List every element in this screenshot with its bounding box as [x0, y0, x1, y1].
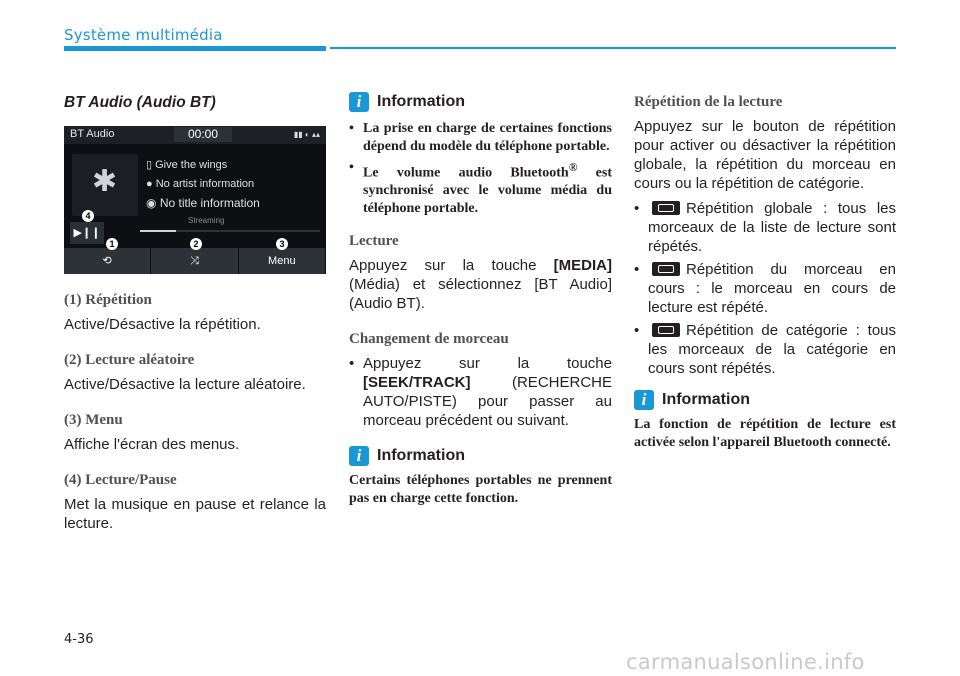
info-icon: i — [349, 446, 369, 466]
streaming-label: Streaming — [188, 216, 225, 225]
info-text: Certains téléphones portables ne prennent pas en charge cette fonction. — [349, 473, 612, 506]
marker-2: 2 — [190, 238, 202, 250]
shuffle-button[interactable]: ⤨ — [151, 248, 238, 274]
bt-audio-screen — [64, 126, 326, 274]
info-header — [349, 92, 612, 112]
marker-4: 4 — [82, 210, 94, 222]
screen-time: 00:00 — [174, 127, 232, 142]
marker-1: 1 — [106, 238, 118, 250]
list-item — [634, 199, 896, 256]
list-item — [349, 120, 612, 155]
repeat-all-icon — [652, 201, 680, 215]
status-icons: ▮▮ ◐ ▴▴ — [293, 130, 320, 139]
screen-title: BT Audio — [70, 128, 115, 140]
info-text: La fonction de répétition de lecture est activée selon l'appareil Bluetooth connecté. — [634, 417, 896, 450]
screen-button-bar — [64, 248, 326, 274]
info-list — [349, 120, 612, 217]
info-header — [349, 446, 612, 466]
column-1 — [64, 88, 326, 533]
album-name: No title information — [159, 196, 260, 210]
repetition-list — [634, 199, 896, 378]
info-bullet-text: est synchronisé avec le volume média du téléphone portable. — [363, 165, 613, 216]
progress-fill — [140, 230, 176, 232]
item-title: (4) Lecture/Pause — [64, 472, 177, 488]
changement-text-b: (RECHERCHE AUTO/PISTE) pour passer au morceau précédent ou suivant. — [363, 374, 612, 430]
repeat-button[interactable]: ⟲ — [64, 248, 151, 274]
info-icon: i — [349, 92, 369, 112]
column-2 — [349, 88, 612, 507]
progress-bar[interactable] — [140, 230, 320, 232]
changement-text-a: Appuyez sur la touche — [363, 355, 612, 373]
registered-mark: ® — [568, 161, 578, 174]
info-label: Information — [377, 93, 465, 110]
item-title: (2) Lecture aléatoire — [64, 352, 195, 368]
album-art — [72, 154, 138, 216]
artist-name: No artist information — [155, 178, 255, 190]
info-label: Information — [662, 391, 750, 408]
repeat-folder-text: Répétition de catégorie : tous les morceaux de la catégorie en cours sont répétés. — [648, 322, 896, 377]
changement-title: Changement de morceau — [349, 331, 509, 348]
info-label: Information — [377, 447, 465, 465]
artist-row: ● No artist information — [146, 178, 255, 190]
info-bullet-text: Le volume audio Bluetooth — [363, 165, 569, 181]
item-text: Active/Désactive la répétition. — [64, 316, 261, 333]
header-rule-thick — [64, 46, 326, 51]
header-rule-thin — [330, 47, 896, 49]
item-title: (1) Répétition — [64, 292, 152, 308]
menu-button[interactable]: Menu — [239, 248, 326, 274]
item-text: Met la musique en pause et relance la lecture. — [64, 496, 326, 532]
item-text: Active/Désactive la lecture aléatoire. — [64, 376, 306, 393]
changement-list — [349, 354, 612, 430]
column-3 — [634, 88, 896, 451]
list-item — [349, 159, 612, 217]
repetition-title: Répétition de la lecture — [634, 94, 783, 110]
album-row: ◉ No title information — [146, 196, 260, 210]
song-row: ▯ Give the wings — [146, 159, 228, 171]
lecture-text-a: Appuyez sur la touche — [349, 257, 554, 275]
marker-3: 3 — [276, 238, 288, 250]
lecture-title: Lecture — [349, 233, 399, 250]
info-icon: i — [634, 390, 654, 410]
song-name: Give the wings — [155, 159, 228, 171]
seek-track-key: [SEEK/TRACK] — [363, 374, 471, 392]
media-key: [MEDIA] — [553, 257, 612, 275]
repeat-all-text: Répétition globale : tous les morceaux de la liste de lecture sont répétés. — [648, 200, 896, 255]
section-title: Système multimédia — [64, 26, 223, 44]
play-pause-button[interactable]: ▶❙❙ — [70, 222, 104, 244]
repeat-one-icon — [652, 262, 680, 276]
watermark: carmanualsonline.info — [626, 650, 865, 674]
list-item — [634, 321, 896, 378]
list-item — [349, 354, 612, 430]
repetition-intro: Appuyez sur le bouton de répétition pour activer ou désactiver la répétition globale, la répétition du morceau en cours ou la répétition de catégorie. — [634, 118, 896, 192]
page-number: 4-36 — [64, 632, 94, 647]
item-text: Affiche l'écran des menus. — [64, 436, 240, 453]
bluetooth-icon: ✱ — [92, 165, 118, 198]
repeat-folder-icon — [652, 323, 680, 337]
list-item — [634, 260, 896, 317]
repeat-one-text: Répétition du morceau en cours : le morceau en cours de lecture est répété. — [648, 261, 896, 316]
info-header — [634, 390, 896, 410]
item-title: (3) Menu — [64, 412, 123, 428]
info-bullet-text: La prise en charge de certaines fonctions dépend du modèle du téléphone portable. — [363, 121, 612, 154]
page-title: BT Audio (Audio BT) — [64, 94, 216, 111]
lecture-text — [349, 256, 612, 313]
lecture-text-b: (Média) et sélectionnez [BT Audio] (Audio BT). — [349, 276, 612, 313]
